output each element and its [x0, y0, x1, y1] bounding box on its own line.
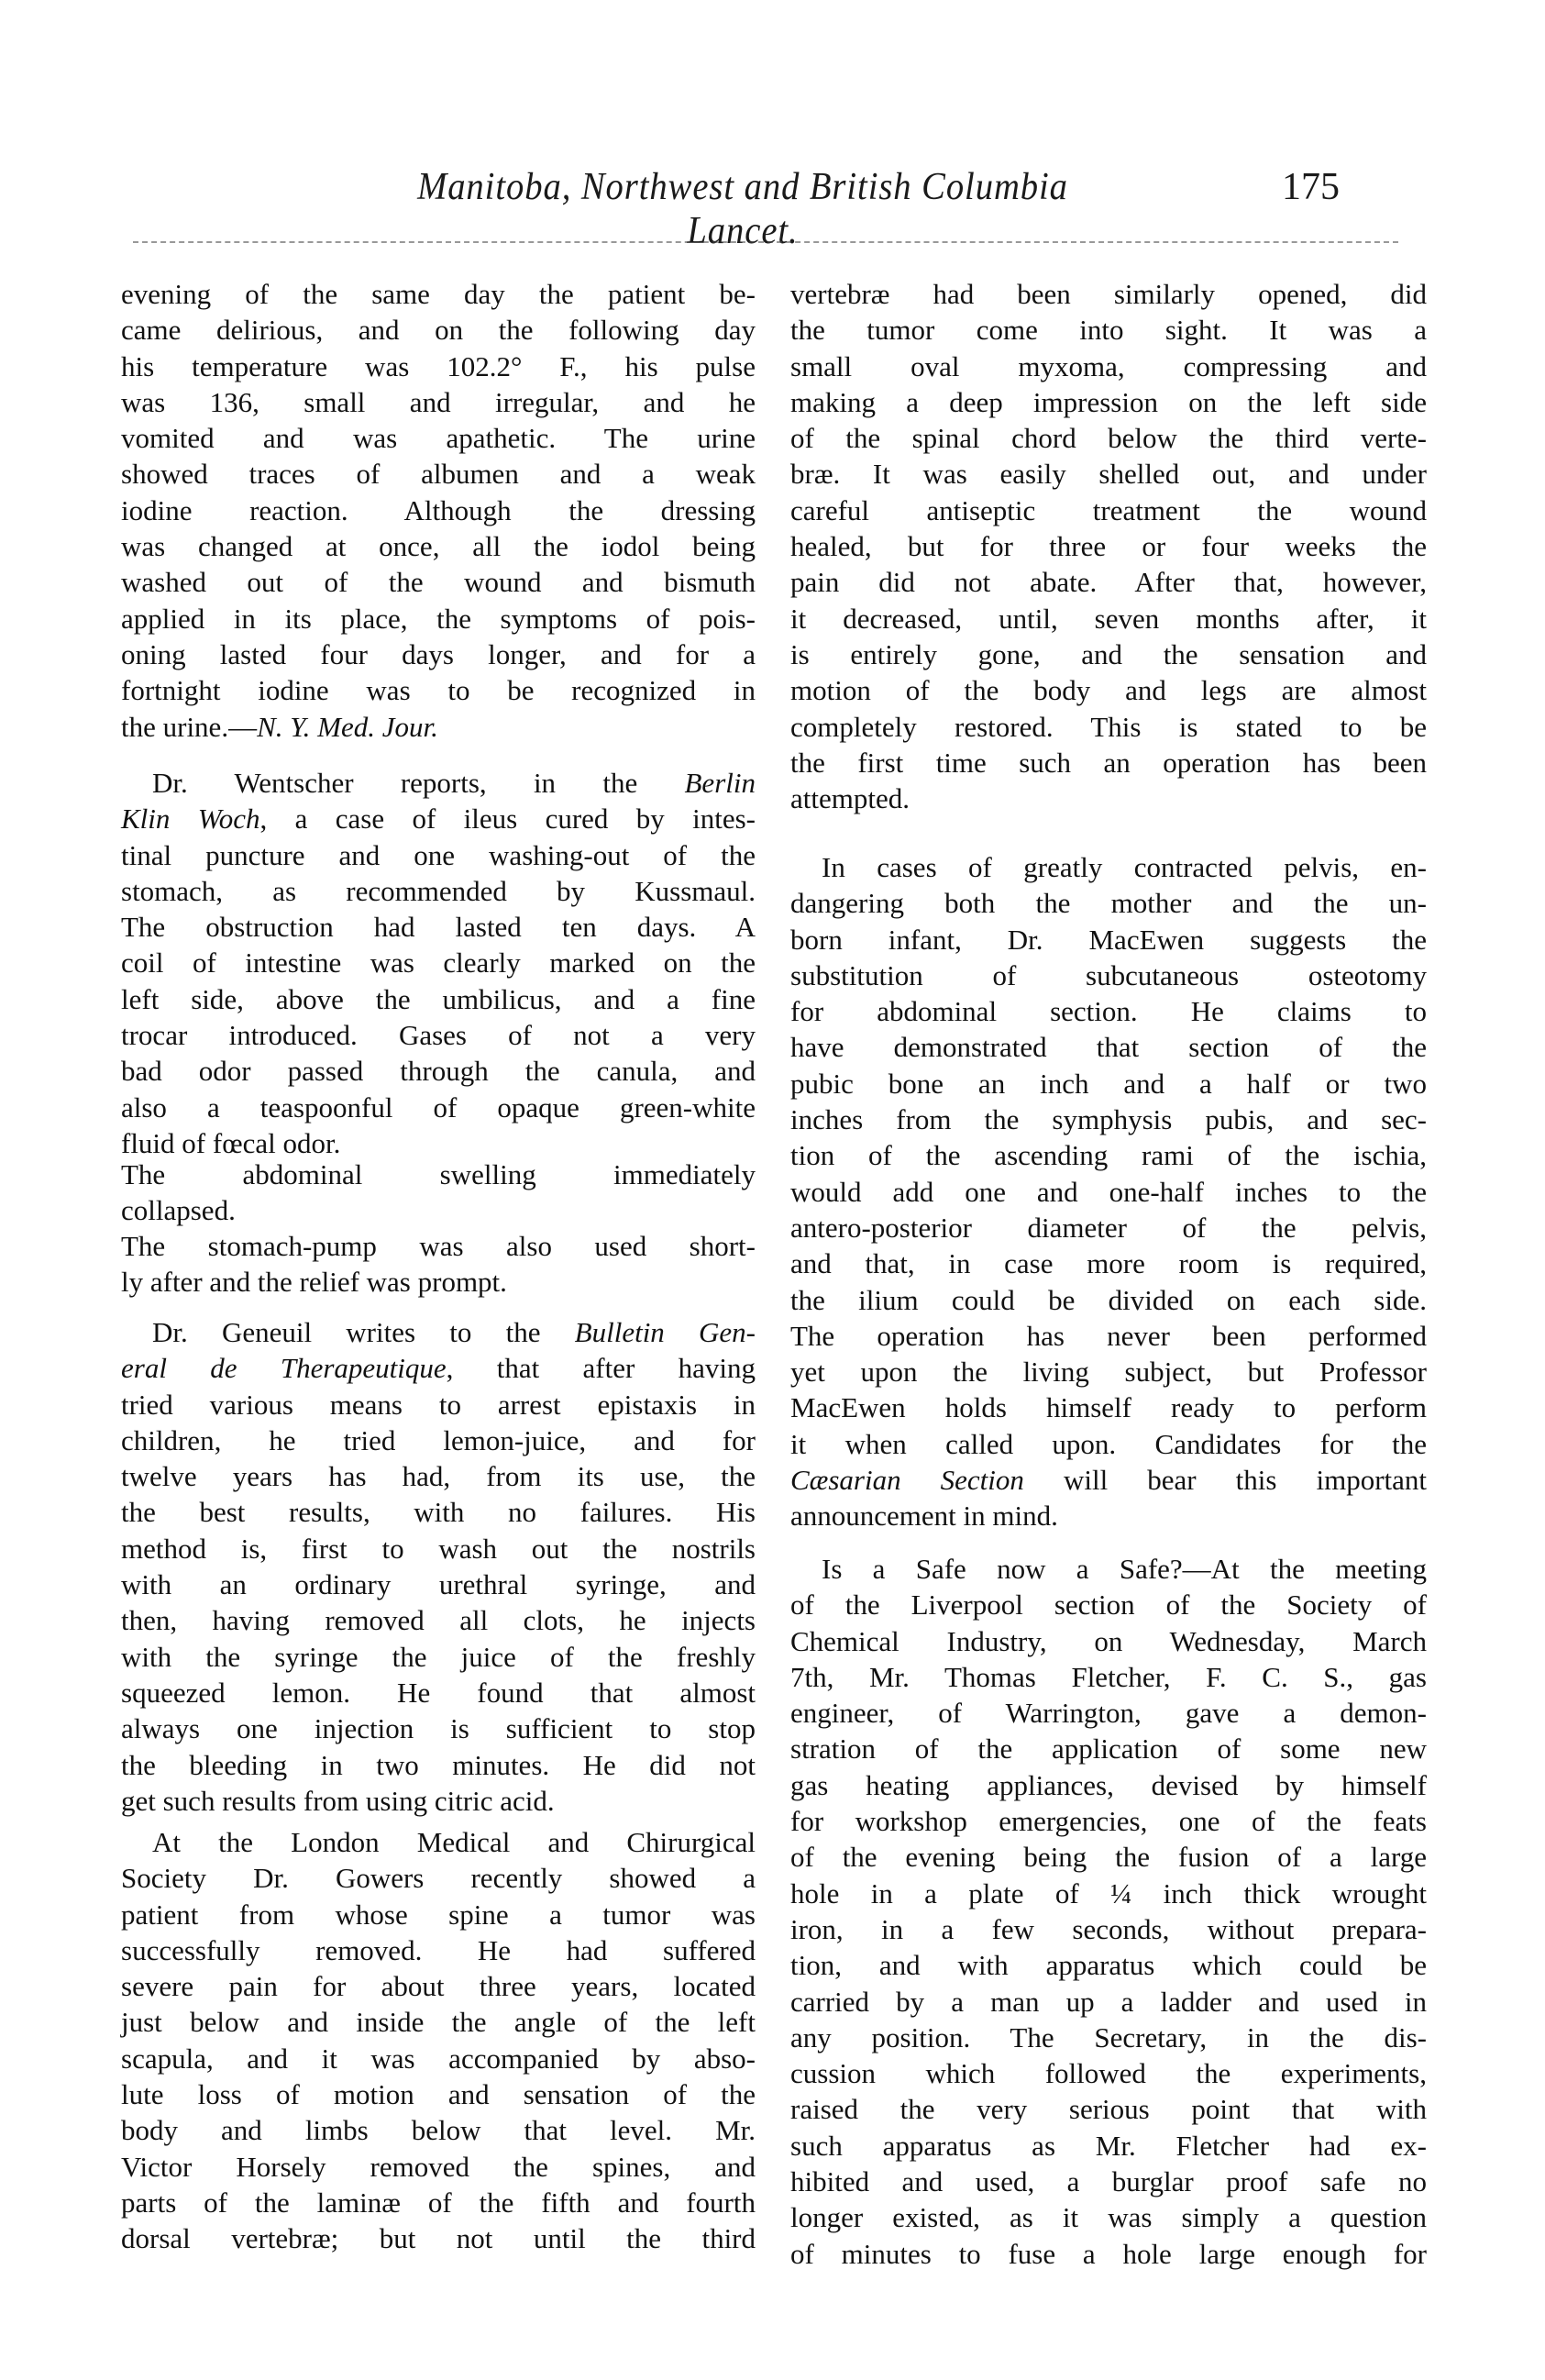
- paragraph: [790, 849, 1427, 1534]
- text-line: The abdominal swelling immediately: [121, 1158, 756, 1190]
- text-line: The operation has never been performed: [790, 1319, 1427, 1352]
- text-line: and that, in case more room is required,: [790, 1247, 1427, 1280]
- text-line: fluid of fœcal odor.: [121, 1126, 341, 1159]
- text-line: pain did not abate. After that, however,: [790, 566, 1427, 599]
- text-line: children, he tried lemon-juice, and for: [121, 1423, 756, 1456]
- text-line: severe pain for about three years, located: [121, 1970, 756, 2003]
- italic-text: Klin Woch: [121, 803, 260, 836]
- text-line: stration of the application of some new: [790, 1732, 1427, 1766]
- paragraph: [121, 1314, 756, 1819]
- text-line: pubic bone an inch and a half or two: [790, 1067, 1427, 1100]
- text-line: the tumor come into sight. It was a: [790, 314, 1427, 347]
- text-line: was 136, small and irregular, and he: [121, 385, 756, 418]
- text-span: Dr. Wentscher reports, in the: [152, 767, 685, 799]
- header-rule: [133, 241, 1398, 243]
- paragraph: [121, 276, 756, 745]
- text-line: the ilium could be divided on each side.: [790, 1283, 1427, 1316]
- page-number: 175: [1282, 166, 1340, 208]
- text-line: [121, 801, 756, 836]
- paragraph: [121, 1824, 756, 2257]
- text-line: bad odor passed through the canula, and: [121, 1055, 756, 1088]
- text-line: stomach, as recommended by Kussmaul.: [121, 874, 756, 907]
- text-line: twelve years has had, from its use, the: [121, 1460, 756, 1493]
- text-line: always one injection is sufficient to stop: [121, 1712, 756, 1745]
- text-line: washed out of the wound and bismuth: [121, 566, 756, 599]
- text-line: careful antiseptic treatment the wound: [790, 493, 1427, 526]
- text-line: of minutes to fuse a hole large enough for: [790, 2237, 1427, 2270]
- text-line: method is, first to wash out the nostrils: [121, 1532, 756, 1565]
- text-line: trocar introduced. Gases of not a very: [121, 1019, 756, 1052]
- text-line: raised the very serious point that with: [790, 2093, 1427, 2126]
- text-line: such apparatus as Mr. Fletcher had ex-: [790, 2129, 1427, 2162]
- text-line: any position. The Secretary, in the dis-: [790, 2020, 1427, 2053]
- text-line: with the syringe the juice of the freshly: [121, 1640, 756, 1673]
- text-line: hole in a plate of ¼ inch thick wrought: [790, 1876, 1427, 1910]
- text-line: cussion which followed the experiments,: [790, 2057, 1427, 2090]
- text-line: just below and inside the angle of the left: [121, 2006, 756, 2039]
- text-line: [790, 1462, 1427, 1498]
- text-line: born infant, Dr. MacEwen suggests the: [790, 923, 1427, 956]
- text-line: motion of the body and legs are almost: [790, 674, 1427, 707]
- text-line: substitution of subcutaneous osteotomy: [790, 958, 1427, 991]
- text-line: vertebræ had been similarly opened, did: [790, 278, 1427, 310]
- text-line: healed, but for three or four weeks the: [790, 530, 1427, 563]
- text-line: for workshop emergencies, one of the feats: [790, 1805, 1427, 1838]
- text-line: was changed at once, all the iodol being: [121, 530, 756, 563]
- text-line: [121, 1314, 756, 1350]
- text-line: also a teaspoonful of opaque green-white: [121, 1090, 756, 1124]
- text-line: with an ordinary urethral syringe, and: [121, 1568, 756, 1601]
- paragraph: [790, 1551, 1427, 2272]
- text-span: , a case of ileus cured by intes-: [259, 803, 756, 836]
- text-line: Is a Safe now a Safe?—At the meeting: [822, 1553, 1427, 1585]
- text-line: antero-posterior diameter of the pelvis,: [790, 1211, 1427, 1244]
- text-line: making a deep impression on the left side: [790, 385, 1427, 418]
- text-line: tried various means to arrest epistaxis in: [121, 1388, 756, 1421]
- text-line: The stomach-pump was also used short-: [121, 1230, 756, 1262]
- text-line: of the Liverpool section of the Society of: [790, 1589, 1427, 1622]
- text-line: Society Dr. Gowers recently showed a: [121, 1862, 756, 1895]
- text-line: lute loss of motion and sensation of the: [121, 2078, 756, 2111]
- text-line: dorsal vertebræ; but not until the third: [121, 2222, 756, 2255]
- text-line: showed traces of albumen and a weak: [121, 458, 756, 491]
- text-line: tinal puncture and one washing-out of the: [121, 838, 756, 871]
- text-line: the bleeding in two minutes. He did not: [121, 1748, 756, 1781]
- text-line: oning lasted four days longer, and for a: [121, 637, 756, 670]
- text-line: [121, 765, 756, 801]
- paragraph: [121, 765, 756, 1161]
- text-line: applied in its place, the symptoms of pois-: [121, 602, 756, 635]
- text-line: collapsed.: [121, 1194, 236, 1227]
- text-line: scapula, and it was accompanied by abso-: [121, 2042, 756, 2075]
- text-line: it decreased, until, seven months after, it: [790, 602, 1427, 635]
- text-line: bræ. It was easily shelled out, and under: [790, 458, 1427, 491]
- italic-text: N. Y. Med. Jour.: [257, 710, 438, 743]
- text-line: of the spinal chord below the third verte-: [790, 422, 1427, 455]
- text-line: squeezed lemon. He found that almost: [121, 1676, 756, 1709]
- text-span: , that after having: [446, 1352, 756, 1385]
- text-line: small oval myxoma, compressing and: [790, 349, 1427, 382]
- text-span: Dr. Geneuil writes to the: [152, 1316, 575, 1348]
- italic-text: Cæsarian Section: [790, 1464, 1024, 1497]
- text-line: dangering both the mother and the un-: [790, 887, 1427, 920]
- text-line: get such results from using citric acid.: [121, 1784, 555, 1817]
- text-line: then, having removed all clots, he injects: [121, 1604, 756, 1637]
- text-line: vomited and was apathetic. The urine: [121, 422, 756, 455]
- text-line: yet upon the living subject, but Professor: [790, 1356, 1427, 1389]
- text-line: MacEwen holds himself ready to perform: [790, 1391, 1427, 1424]
- text-line: his temperature was 102.2° F., his pulse: [121, 349, 756, 382]
- text-line: announcement in mind.: [790, 1500, 1058, 1533]
- text-line: gas heating appliances, devised by himself: [790, 1768, 1427, 1801]
- text-line: the first time such an operation has been: [790, 746, 1427, 779]
- text-line: ly after and the relief was prompt.: [121, 1266, 507, 1299]
- text-line: left side, above the umbilicus, and a fine: [121, 982, 756, 1015]
- text-line: In cases of greatly contracted pelvis, en-: [822, 851, 1427, 883]
- text-line: coil of intestine was clearly marked on the: [121, 946, 756, 980]
- text-line: evening of the same day the patient be-: [121, 278, 756, 310]
- text-line: [121, 1350, 756, 1386]
- italic-text: Bulletin Gen-: [574, 1316, 756, 1348]
- text-line: hibited and used, a burglar proof safe no: [790, 2165, 1427, 2198]
- text-line: of the evening being the fusion of a large: [790, 1841, 1427, 1874]
- text-line: 7th, Mr. Thomas Fletcher, F. C. S., gas: [790, 1660, 1427, 1693]
- text-line: iron, in a few seconds, without prepara-: [790, 1912, 1427, 1945]
- text-line: fortnight iodine was to be recognized in: [121, 674, 756, 707]
- text-line: successfully removed. He had suffered: [121, 1933, 756, 1966]
- italic-text: Berlin: [684, 767, 756, 799]
- text-line: came delirious, and on the following day: [121, 314, 756, 347]
- text-line: The obstruction had lasted ten days. A: [121, 911, 756, 944]
- text-line: tion of the ascending rami of the ischia,: [790, 1139, 1427, 1172]
- italic-text: eral de Therapeutique: [121, 1352, 447, 1385]
- text-line: for abdominal section. He claims to: [790, 995, 1427, 1028]
- text-line: At the London Medical and Chirurgical: [152, 1826, 756, 1858]
- text-line: tion, and with apparatus which could be: [790, 1949, 1427, 1982]
- text-line: body and limbs below that level. Mr.: [121, 2114, 756, 2147]
- paragraph: [790, 276, 1427, 816]
- journal-title: Manitoba, Northwest and British Columbia Lancet.: [417, 166, 1068, 252]
- text-line: Chemical Industry, on Wednesday, March: [790, 1624, 1427, 1657]
- text-span: the urine.—: [121, 710, 258, 743]
- text-line: is entirely gone, and the sensation and: [790, 637, 1427, 670]
- paragraph: [121, 1228, 756, 1301]
- text-line: longer existed, as it was simply a question: [790, 2201, 1427, 2234]
- text-span: will bear this important: [1023, 1464, 1428, 1497]
- text-line: carried by a man up a ladder and used in: [790, 1985, 1427, 2018]
- text-line: would add one and one-half inches to the: [790, 1175, 1427, 1208]
- text-line: it when called upon. Candidates for the: [790, 1427, 1427, 1460]
- text-line: have demonstrated that section of the: [790, 1031, 1427, 1064]
- text-line: [121, 709, 756, 745]
- text-line: Victor Horsely removed the spines, and: [121, 2150, 756, 2183]
- paragraph: [121, 1157, 756, 1229]
- text-line: patient from whose spine a tumor was: [121, 1898, 756, 1931]
- text-line: completely restored. This is stated to be: [790, 710, 1427, 743]
- text-line: iodine reaction. Although the dressing: [121, 493, 756, 526]
- text-line: attempted.: [790, 782, 910, 815]
- text-line: engineer, of Warrington, gave a demon-: [790, 1697, 1427, 1730]
- text-line: parts of the laminæ of the fifth and fourth: [121, 2186, 756, 2219]
- text-line: inches from the symphysis pubis, and sec-: [790, 1103, 1427, 1136]
- text-line: the best results, with no failures. His: [121, 1496, 756, 1529]
